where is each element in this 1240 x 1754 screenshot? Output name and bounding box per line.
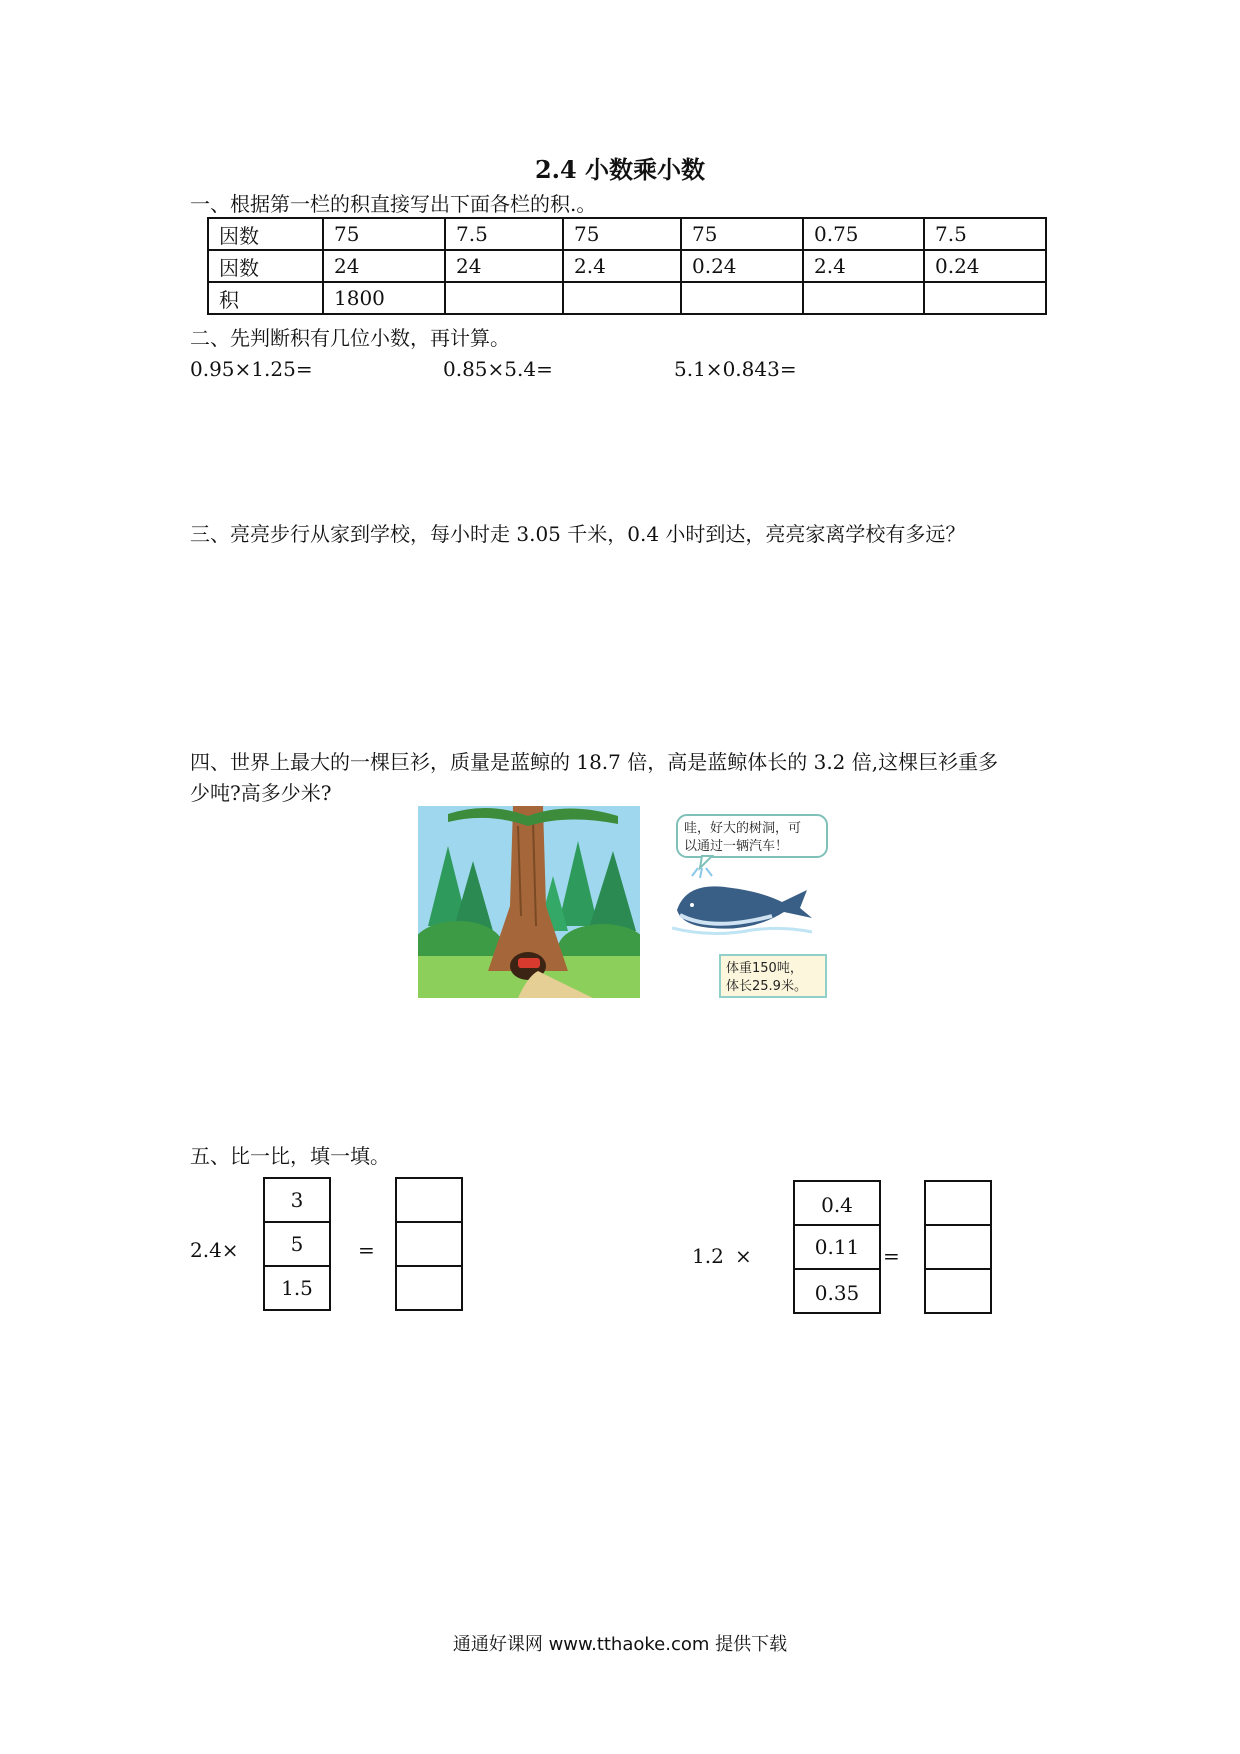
expression-1: 0.95×1.25= bbox=[190, 357, 313, 381]
left-equals-sign: = bbox=[358, 1238, 375, 1262]
right-answer-box[interactable] bbox=[924, 1180, 992, 1226]
table-cell: 0.24 bbox=[681, 250, 803, 282]
left-answer-box[interactable] bbox=[395, 1177, 463, 1223]
left-answer-box[interactable] bbox=[395, 1265, 463, 1311]
question-4-line-1: 四、世界上最大的一棵巨衫，质量是蓝鲸的 18.7 倍，高是蓝鲸体长的 3.2 倍,这棵巨衫重多 bbox=[190, 750, 999, 774]
page-title: 2.4 小数乘小数 bbox=[534, 155, 706, 184]
table-cell: 75 bbox=[563, 218, 681, 250]
right-answer-box[interactable] bbox=[924, 1268, 992, 1314]
expression-2: 0.85×5.4= bbox=[443, 357, 553, 381]
table-cell: 7.5 bbox=[445, 218, 563, 250]
table-cell: 7.5 bbox=[924, 218, 1046, 250]
row-label: 积 bbox=[208, 282, 323, 314]
speech-line-1: 哇，好大的树洞，可 bbox=[684, 821, 802, 836]
right-answer-box[interactable] bbox=[924, 1224, 992, 1270]
answer-cell[interactable] bbox=[445, 282, 563, 314]
table-cell: 2.4 bbox=[563, 250, 681, 282]
row-label: 因数 bbox=[208, 218, 323, 250]
left-value-box: 1.5 bbox=[263, 1265, 331, 1311]
table-cell: 24 bbox=[445, 250, 563, 282]
whale-illustration bbox=[672, 810, 832, 1000]
left-answer-box[interactable] bbox=[395, 1221, 463, 1267]
footer-watermark: 通通好课网 www.tthaoke.com 提供下载 bbox=[452, 1634, 788, 1655]
table-cell: 75 bbox=[323, 218, 445, 250]
question-5-text: 五、比一比，填一填。 bbox=[190, 1144, 390, 1168]
table-cell: 0.75 bbox=[803, 218, 924, 250]
question-4-line-2: 少吨?高多少米? bbox=[190, 781, 332, 805]
table-cell: 24 bbox=[323, 250, 445, 282]
answer-cell[interactable] bbox=[803, 282, 924, 314]
table-cell: 75 bbox=[681, 218, 803, 250]
table-row bbox=[208, 218, 1046, 250]
giant-tree-illustration bbox=[418, 806, 640, 998]
left-factor: 2.4× bbox=[190, 1238, 239, 1262]
whale-weight-text: 体重150吨， bbox=[726, 961, 803, 976]
question-1-text: 一、根据第一栏的积直接写出下面各栏的积.。 bbox=[190, 192, 597, 216]
table-cell: 0.24 bbox=[924, 250, 1046, 282]
right-factor: 1.2 bbox=[692, 1244, 724, 1268]
right-value-box: 0.11 bbox=[793, 1224, 881, 1270]
right-times-sign: × bbox=[735, 1244, 752, 1268]
left-value-box: 5 bbox=[263, 1221, 331, 1267]
product-table bbox=[207, 217, 1047, 315]
table-row bbox=[208, 282, 1046, 314]
right-value-box: 0.4 bbox=[793, 1180, 881, 1226]
expression-3: 5.1×0.843= bbox=[674, 357, 797, 381]
speech-line-2: 以通过一辆汽车！ bbox=[684, 839, 789, 854]
answer-cell[interactable] bbox=[924, 282, 1046, 314]
answer-cell[interactable] bbox=[681, 282, 803, 314]
answer-cell[interactable] bbox=[563, 282, 681, 314]
question-2-text: 二、先判断积有几位小数，再计算。 bbox=[190, 326, 510, 350]
table-cell: 1800 bbox=[323, 282, 445, 314]
right-equals-sign: = bbox=[883, 1244, 900, 1268]
row-label: 因数 bbox=[208, 250, 323, 282]
whale-length-text: 体长25.9米。 bbox=[726, 979, 807, 994]
table-cell: 2.4 bbox=[803, 250, 924, 282]
table-row bbox=[208, 250, 1046, 282]
right-value-box: 0.35 bbox=[793, 1268, 881, 1314]
left-value-box: 3 bbox=[263, 1177, 331, 1223]
question-3-text: 三、亮亮步行从家到学校，每小时走 3.05 千米，0.4 小时到达，亮亮家离学校有多远？ bbox=[190, 522, 966, 546]
